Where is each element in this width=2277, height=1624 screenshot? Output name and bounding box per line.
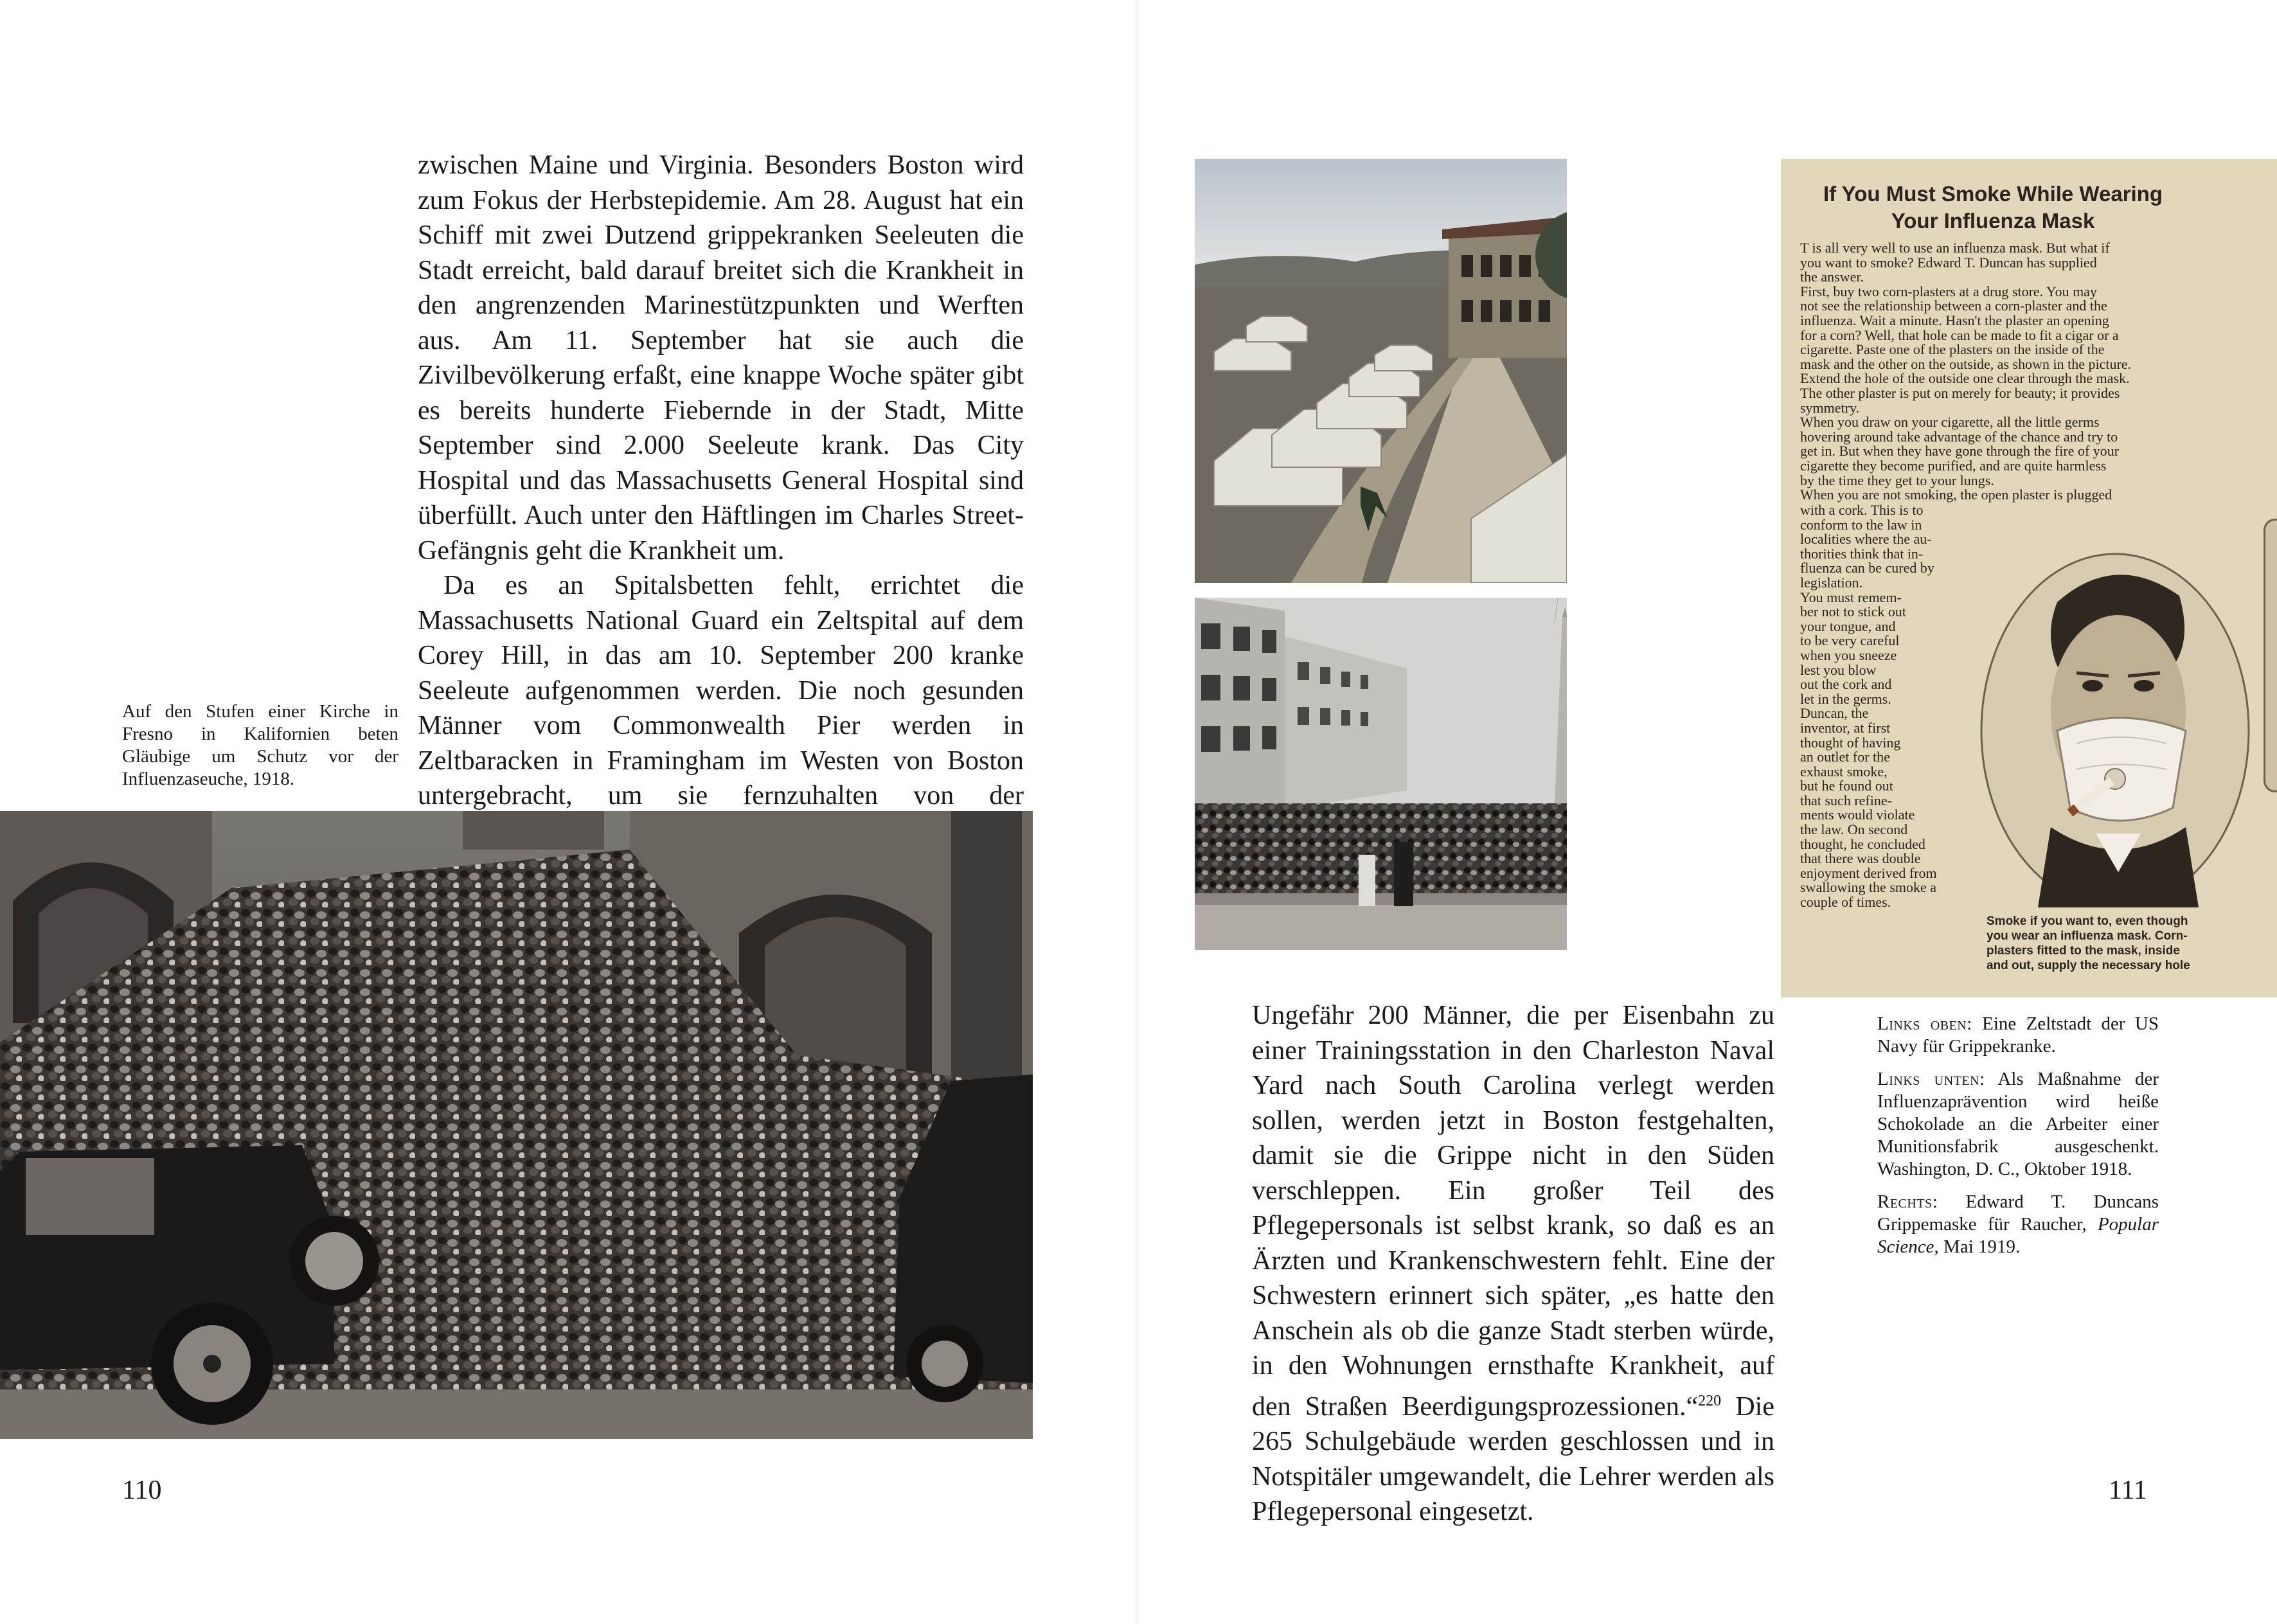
clipping-line: mask and the other on the outside, as shown in the picture. [1800,355,2132,372]
clipping-line: thorities think that in- [1800,545,1924,562]
clipping-line: hovering around take advantage of the chance and try to [1800,428,2118,445]
clipping-line: enjoyment derived from [1800,864,1937,881]
clipping-line: influenza. Wait a minute. Hasn't the plaster an opening [1800,312,2109,328]
clipping-line: the answer. [1800,269,1864,285]
clipping-line: that there was double [1800,850,1921,867]
clipping-body-narrow [1800,503,1980,910]
clipping-line: but he found out [1800,778,1893,794]
clipping-headline: If You Must Smoke While Wearing Your Influenza Mask [1823,182,2163,233]
clipping-line: let in the germs. [1800,690,1891,707]
clipping-line: thought of having [1800,734,1901,751]
left-body-text [418,148,1024,848]
page-number-left: 110 [122,1476,162,1505]
clipping-caption-line: plasters fitted to the mask, inside [1987,944,2180,958]
left-paragraph-2: Da es an Spitalsbetten fehlt, errichtet die Massachusetts National Guard ein Zeltspital auf dem Corey Hill, in das am 10. September 200 kranke Seeleute aufgenommen werden. Die noch gesunden Männer vom Commonwealth Pier werden in Zeltbaracken in Framingham im Westen von Boston untergebracht, um sie fernzuhalten von der [418,571,1024,810]
clipping-line: to be very careful [1800,632,1900,649]
clipping-line: conform to the law in [1800,516,1922,533]
clipping-line: symmetry. [1800,399,1860,416]
clipping-line: T is all very well to use an influenza mask. But what if [1800,240,2110,256]
right-body-text: Ungefähr 200 Männer, die per Eisenbahn zu einer Trainingsstation in den Charleston Naval Yard nach South Carolina verlegt werden sollen, werden jetzt in Boston festgehalten, damit sie die Grippe nicht in den Süden verschleppen. Ein großer Teil des Pflegepersonals ist selbst krank, so daß es an Ärzten und Krankenschwestern fehlt. Eine der Schwestern erinnert sich später, „es hatte den Anschein als ob die ganze Stadt sterben würde, in den Wohnungen ernsthafte Krankheit, auf den Straßen Beerdigungsprozessionen.“$^{220}$ Die 265 Schulgebäude werden geschlossen und in Notspitäler umgewandelt, die Lehrer werden als Pflegepersonal eingesetzt. [1252,1001,1774,1526]
clipping-line: legislation. [1800,574,1863,591]
church-crowd-photo [0,811,1033,1439]
clipping-image-caption [1987,914,2256,973]
clipping-line: exhaust smoke, [1800,763,1888,780]
left-paragraph-1: zwischen Maine und Virginia. Besonders Boston wird zum Fokus der Herbstepidemie. Am 28. August hat ein Schiff mit zwei Dutzend grippekranken Seeleuten die Stadt erreicht, bald darauf breitet sich die Krankheit in den angrenzenden Marinestützpunkten und Werften aus. Am 11. September hat sie auch die Zivilbevölkerung erfaßt, eine knappe Woche später gibt es bereits hunderte Fiebernde in der Stadt, Mitte September sind 2.000 Seeleute krank. Das City Hospital und das Massachusetts General Hospital sind überfüllt. Auch unter den Häftlingen im Charles Street-Gefängnis geht die Krankheit um. [418,150,1024,566]
clipping-line: lest you blow [1800,661,1877,678]
clipping-line: You must remem- [1800,589,1902,605]
clipping-line: The other plaster is put on merely for beauty; it provides [1800,384,2120,401]
clipping-line: with a cork. This is to [1800,502,1924,518]
mask-illustration [1980,525,2250,907]
clipping-caption-line: and out, supply the necessary hole [1987,959,2190,972]
clipping-line: couple of times. [1800,894,1891,911]
clipping-body-wide [1800,241,2208,503]
clipping-caption-line: you wear an influenza mask. Corn- [1987,929,2188,943]
footnote-reference: 220 [1698,1392,1722,1409]
clipping-line: ments would violate [1800,807,1915,823]
clipping-line: thought, he concluded [1800,835,1925,852]
left-caption: Auf den Stufen einer Kirche in Fresno in Kalifornien beten Gläubige um Schutz vor der Influenzaseuche, 1918. [122,701,398,789]
right-page [1138,0,2277,1624]
clipping-line: you want to smoke? Edward T. Duncan has supplied [1800,254,2097,271]
adjacent-clipping-edge [2264,519,2277,792]
caption-rechts: Rechts: Edward T. Duncans Grippemaske für Raucher, Popular Science, Mai 1919. [1877,1191,2159,1257]
caption-links-unten: Links unten: Als Maßnahme der Influenzaprävention wird heiße Schokolade an die Arbeiter einer Munitionsfabrik ausgeschenkt. Washington, D. C., Oktober 1918. [1877,1069,2159,1179]
clipping-line: inventor, at first [1800,719,1891,736]
clipping-line: your tongue, and [1800,618,1896,634]
caption-links-oben: Links oben: Eine Zeltstadt der US Navy für Grippekranke. [1877,1013,2159,1057]
clipping-line: out the cork and [1800,676,1892,693]
clipping-line: When you are not smoking, the open plaster is plugged [1800,486,2112,503]
clipping-line: when you sneeze [1800,647,1897,663]
right-captions [1877,1013,2159,1269]
popular-science-clipping [1781,159,2277,997]
tent-city-photo [1195,159,1567,583]
clipping-line: the law. On second [1800,821,1908,838]
clipping-line: ber not to stick out [1800,603,1906,620]
munitions-factory-photo [1195,598,1567,950]
clipping-line: localities where the au- [1800,531,1932,548]
left-page [0,0,1138,1624]
clipping-line: fluenza can be cured by [1800,560,1934,576]
clipping-line: not see the relationship between a corn-plaster and the [1800,298,2107,314]
clipping-line: by the time they get to your lungs. [1800,472,1994,488]
clipping-line: First, buy two corn-plasters at a drug store. You may [1800,283,2097,299]
clipping-line: cigarette they become purified, and are quite harmless [1800,457,2107,474]
clipping-line: an outlet for the [1800,749,1890,765]
clipping-line: that such refine- [1800,792,1892,808]
clipping-line: swallowing the smoke a [1800,879,1937,896]
clipping-caption-line: Smoke if you want to, even though [1987,915,2188,928]
clipping-line: cigarette. Paste one of the plasters on the inside of the [1800,341,2105,358]
page-number-right: 111 [2109,1476,2147,1505]
clipping-line: for a corn? Well, that hole can be made to fit a cigar or a [1800,326,2119,343]
clipping-line: Extend the hole of the outside one clear through the mask. [1800,370,2130,387]
clipping-line: Duncan, the [1800,705,1869,722]
clipping-line: get in. But when they have gone through the fire of your [1800,443,2120,460]
clipping-line: When you draw on your cigarette, all the little germs [1800,414,2100,431]
